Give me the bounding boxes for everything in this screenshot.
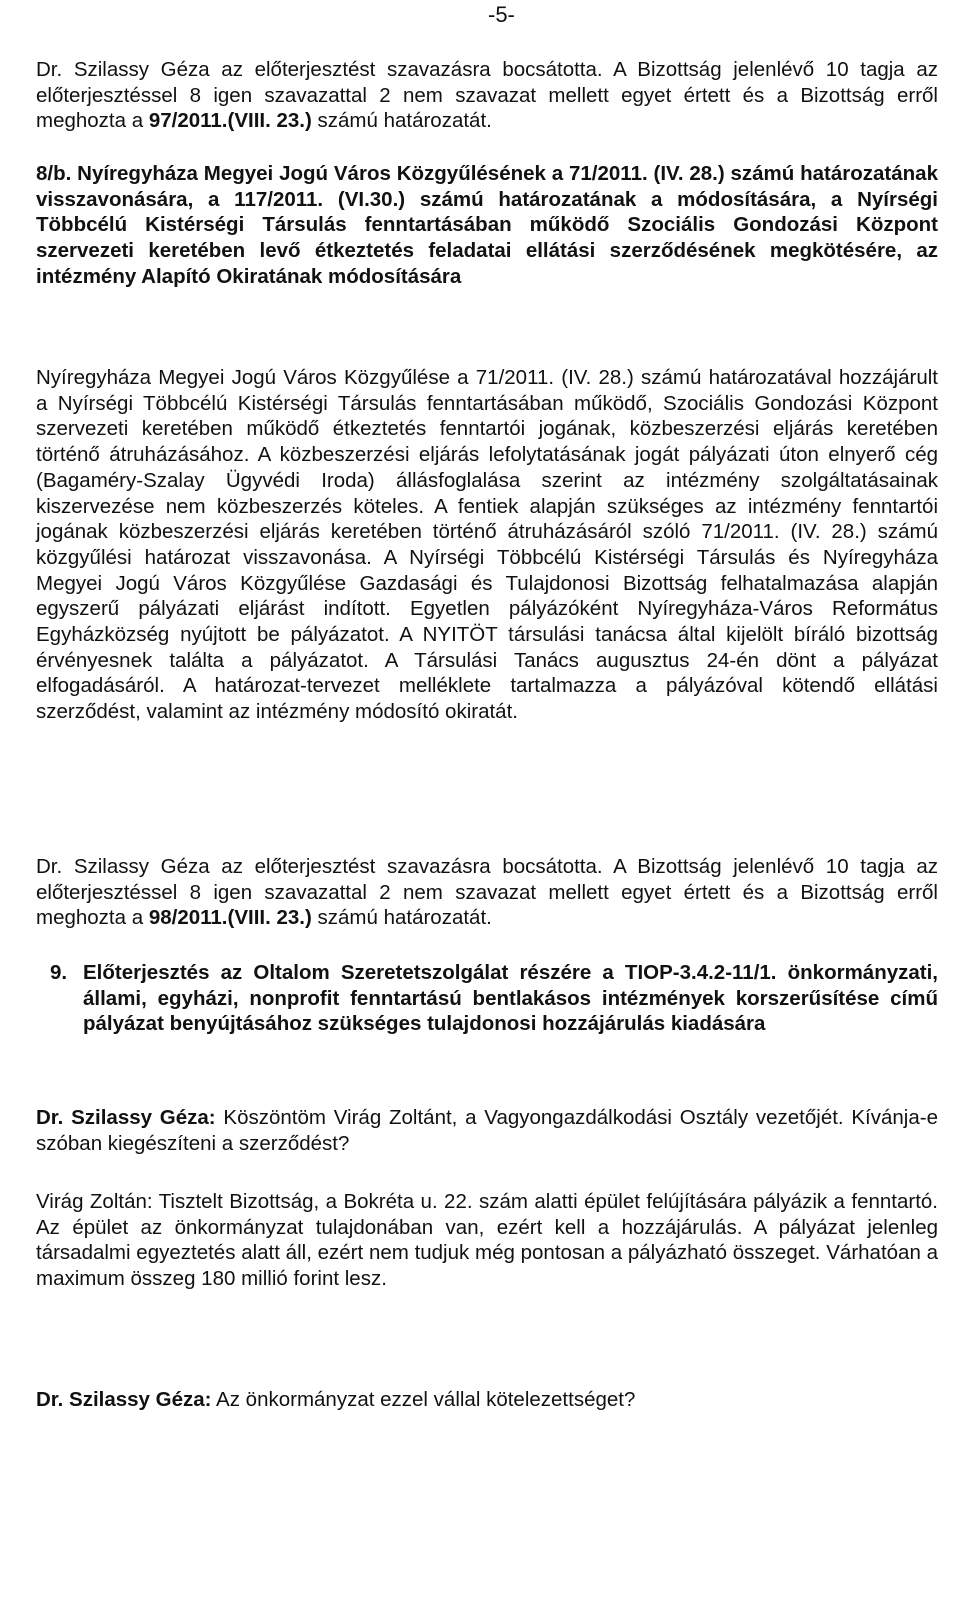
dialogue-2 — [36, 1189, 938, 1292]
speaker-name: Dr. Szilassy Géza: — [36, 1106, 216, 1129]
agenda-item-number: 9. — [50, 961, 68, 984]
section-8b-body: Nyíregyháza Megyei Jogú Város Közgyűlése a 71/2011. (IV. 28.) számú határozatával hozzájárult a Nyírségi Többcélú Kistérségi Társulás fenntartásában működő, Szociális Gondozási Központ szervezeti keretében működő étkeztetés fenntartói jogának, közbeszerzési eljárás keretében történő átruházásához. A közbeszerzési eljárás lefolytatásának jogát pályázati úton elnyerő cég (Bagaméry-Szalay Ügyvédi Iroda) állásfoglalása szerint az intézmény szolgáltatásainak kiszervezése nem közbeszerzés köteles. A fentiek alapján szükséges az intézmény fenntartói jogának közbeszerzési eljárás keretében történő átruházásáról szóló 71/2011. (IV. 28.) számú közgyűlési határozat visszavonása. A Nyírségi Többcélú Kistérségi Társulás és Nyíregyháza Megyei Jogú Város Közgyűlése Gazdasági és Tulajdonosi Bizottság felhatalmazása alapján egyszerű pályázati eljárást indított. Egyetlen pályázóként Nyíregyháza-Város Református Egyházközség nyújtott be pályázatot. A NYITÖT társulási tanácsa által kijelölt bíráló bizottság érvényesnek találta a pályázatot. A Társulási Tanács augusztus 24-én dönt a pályázat elfogadásáról. A határozat-tervezet melléklete tartalmazza a pályázóval kötendő ellátási szerződést, valamint az intézmény módosító okiratát. — [36, 366, 938, 724]
vote-paragraph-1 — [36, 57, 938, 134]
dialogue-3 — [36, 1387, 938, 1413]
dialogue-1 — [36, 1105, 938, 1156]
agenda-item-9 — [50, 960, 938, 1037]
vote-text-1b: számú határozatát. — [311, 109, 492, 133]
speech-text: Köszöntöm Virág Zoltánt, a Vagyongazdálkodási Osztály vezetőjét. Kívánja-e szóban kiegészíteni a szerződést? — [36, 1106, 938, 1155]
section-8b-heading: 8/b. Nyíregyháza Megyei Jogú Város Közgyűlésének a 71/2011. (IV. 28.) számú határozatának visszavonására, a 117/2011. (VI.30.) számú határozatának a módosítására, a Nyírségi Többcélú Kistérségi Társulás fenntartásában működő Szociális Gondozási Központ szervezeti keretében levő étkeztetés feladatai ellátási szerződésének megkötésére, az intézmény Alapító Okiratának módosítására — [36, 162, 938, 288]
vote-text-1a: Dr. Szilassy Géza az előterjesztést szavazásra bocsátotta. A Bizottság jelenlévő 10 tagja az előterjesztéssel 8 igen szavazattal 2 nem szavazat mellett egyet értett és a Bizottság erről meghozta a — [36, 58, 938, 133]
speaker-name: Dr. Szilassy Géza: — [36, 1388, 212, 1411]
vote-text-2b: számú határozatát. — [311, 906, 492, 930]
vote-text-2a: Dr. Szilassy Géza az előterjesztést szavazásra bocsátotta. A Bizottság jelenlévő 10 tagja az előterjesztéssel 8 igen szavazattal 2 nem szavazat mellett egyet értett és a Bizottság erről meghozta a — [36, 855, 938, 930]
speech-text: Virág Zoltán: Tisztelt Bizottság, a Bokréta u. 22. szám alatti épület felújítására pályázik a fenntartó. Az épület az önkormányzat tulajdonában van, ezért kell a hozzájárulás. A pályázat jelenleg társadalmi egyeztetés alatt áll, ezért nem tudjuk még pontosan a pályázható összeget. Várhatóan a maximum összeg 180 millió forint lesz. — [36, 1190, 938, 1291]
resolution-number-1: 97/2011.(VIII. 23.) — [148, 109, 312, 133]
page-number: -5- — [488, 2, 515, 27]
vote-paragraph-2 — [36, 854, 938, 931]
resolution-number-2: 98/2011.(VIII. 23.) — [148, 906, 312, 930]
speech-text: Az önkormányzat ezzel vállal kötelezettséget? — [211, 1388, 636, 1411]
agenda-item-title: Előterjesztés az Oltalom Szeretetszolgálat részére a TIOP-3.4.2-11/1. önkormányzati, állami, egyházi, nonprofit fenntartású bentlakásos intézmények korszerűsítése című pályázat benyújtásához szükséges tulajdonosi hozzájárulás kiadására — [83, 961, 938, 1036]
